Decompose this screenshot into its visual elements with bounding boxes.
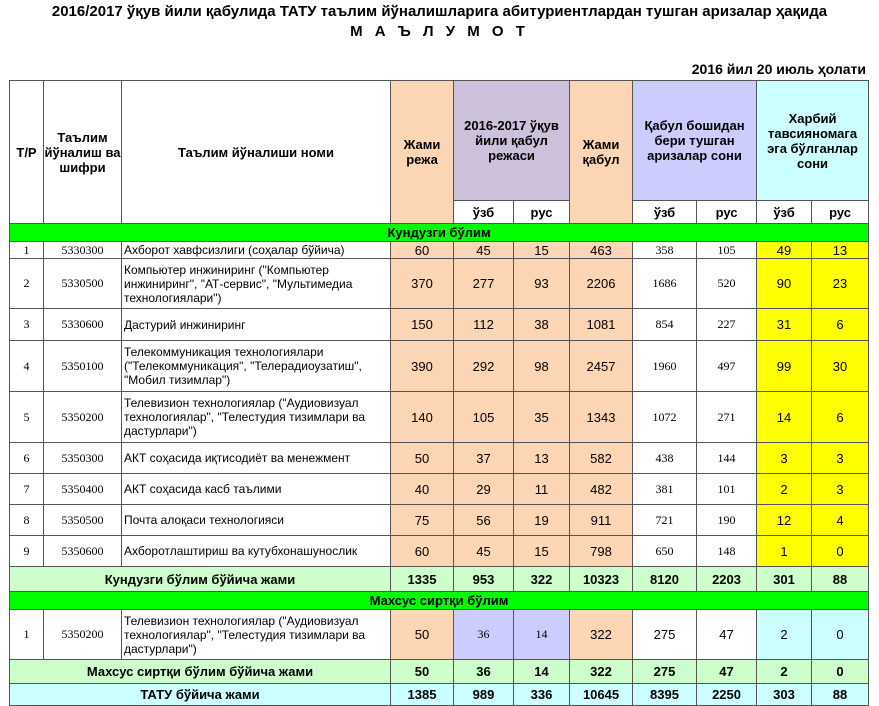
header-plan-2016: 2016-2017 ўқув йили қабул режаси: [454, 81, 570, 201]
plan-uzb: 45: [454, 242, 514, 259]
plan-total: 60: [391, 536, 454, 567]
military-uzb: 12: [757, 505, 812, 536]
daytime-total-row: [10, 567, 869, 592]
plan-total: 60: [391, 242, 454, 259]
program-name: АКТ соҳасида иқтисодиёт ва менежмент: [122, 443, 391, 474]
table-row: [10, 309, 869, 341]
program-name: Ахборот хавфсизлиги (соҳалар бўйича): [122, 242, 391, 259]
total-au: 8395: [633, 684, 697, 706]
header-mil-rus: рус: [812, 201, 869, 224]
header-tr: Т/Р: [10, 81, 44, 224]
plan-uzb: 37: [454, 443, 514, 474]
military-rus: 6: [812, 392, 869, 443]
applications-uzb: 275: [633, 610, 697, 660]
military-rus: 0: [812, 610, 869, 660]
admitted-total: 463: [570, 242, 633, 259]
header-applications: Қабул бошидан бери тушган аризалар сони: [633, 81, 757, 201]
plan-uzb: 292: [454, 341, 514, 392]
total-ar: 2250: [697, 684, 757, 706]
program-name: Телекоммуникация технологиялари ("Телекоммуникация", "Телерадиоузатиш", "Мобил тизимлар"): [122, 341, 391, 392]
applications-uzb: 381: [633, 474, 697, 505]
header-military: Харбий тавсияномага эга бўлганлар сони: [757, 81, 869, 201]
total-ar: 2203: [697, 567, 757, 592]
total-mu: 303: [757, 684, 812, 706]
section-daytime: Кундузги бўлим: [10, 224, 869, 242]
plan-rus: 13: [514, 443, 570, 474]
total-label: Махсус сиртқи бўлим бўйича жами: [10, 660, 391, 684]
military-rus: 3: [812, 474, 869, 505]
military-uzb: 49: [757, 242, 812, 259]
military-rus: 13: [812, 242, 869, 259]
plan-uzb: 36: [454, 610, 514, 660]
plan-total: 390: [391, 341, 454, 392]
military-uzb: 2: [757, 474, 812, 505]
program-code: 5330500: [44, 259, 122, 309]
row-number: 7: [10, 474, 44, 505]
plan-rus: 11: [514, 474, 570, 505]
header-plan-uzb: ўзб: [454, 201, 514, 224]
total-mu: 2: [757, 660, 812, 684]
grand-total-row: [10, 684, 869, 706]
military-uzb: 99: [757, 341, 812, 392]
total-plan: 1385: [391, 684, 454, 706]
header-app-rus: рус: [697, 201, 757, 224]
program-code: 5350500: [44, 505, 122, 536]
plan-uzb: 56: [454, 505, 514, 536]
total-mr: 88: [812, 567, 869, 592]
military-rus: 4: [812, 505, 869, 536]
plan-uzb: 277: [454, 259, 514, 309]
document-title: 2016/2017 ўқув йили қабулида ТАТУ таълим йўналишларига абитуриентлардан тушган аризалар ҳақида: [51, 3, 828, 20]
military-uzb: 1: [757, 536, 812, 567]
applications-rus: 148: [697, 536, 757, 567]
row-number: 2: [10, 259, 44, 309]
total-pu: 953: [454, 567, 514, 592]
applications-rus: 227: [697, 309, 757, 341]
applications-rus: 497: [697, 341, 757, 392]
plan-total: 75: [391, 505, 454, 536]
as-of-date: 2016 йил 20 июль ҳолати: [691, 61, 866, 77]
total-pu: 989: [454, 684, 514, 706]
applications-uzb: 358: [633, 242, 697, 259]
military-uzb: 3: [757, 443, 812, 474]
total-au: 8120: [633, 567, 697, 592]
program-code: 5330600: [44, 309, 122, 341]
plan-total: 370: [391, 259, 454, 309]
admitted-total: 2206: [570, 259, 633, 309]
military-rus: 30: [812, 341, 869, 392]
row-number: 1: [10, 242, 44, 259]
program-name: Компьютер инжиниринг ("Компьютер инжиниринг", "АТ-сервис", "Мультимедиа технологиялари"): [122, 259, 391, 309]
admissions-table: [9, 80, 869, 706]
military-rus: 0: [812, 536, 869, 567]
admitted-total: 482: [570, 474, 633, 505]
row-number: 9: [10, 536, 44, 567]
header-name: Таълим йўналиши номи: [122, 81, 391, 224]
row-number: 8: [10, 505, 44, 536]
plan-rus: 38: [514, 309, 570, 341]
extramural-total-row: [10, 660, 869, 684]
row-number: 4: [10, 341, 44, 392]
plan-uzb: 112: [454, 309, 514, 341]
applications-uzb: 1072: [633, 392, 697, 443]
header-app-uzb: ўзб: [633, 201, 697, 224]
program-name: Почта алоқаси технологияси: [122, 505, 391, 536]
admitted-total: 798: [570, 536, 633, 567]
total-adm: 10645: [570, 684, 633, 706]
program-code: 5330300: [44, 242, 122, 259]
table-row: [10, 536, 869, 567]
admitted-total: 1343: [570, 392, 633, 443]
applications-rus: 271: [697, 392, 757, 443]
document-subtitle: М А Ъ Л У М О Т: [350, 23, 529, 40]
military-rus: 6: [812, 309, 869, 341]
plan-total: 40: [391, 474, 454, 505]
program-code: 5350200: [44, 610, 122, 660]
military-uzb: 31: [757, 309, 812, 341]
program-name: Ахборотлаштириш ва кутубхонашунослик: [122, 536, 391, 567]
plan-uzb: 29: [454, 474, 514, 505]
applications-rus: 101: [697, 474, 757, 505]
plan-uzb: 45: [454, 536, 514, 567]
military-uzb: 14: [757, 392, 812, 443]
total-label: Кундузги бўлим бўйича жами: [10, 567, 391, 592]
table-row: [10, 392, 869, 443]
total-pr: 336: [514, 684, 570, 706]
applications-rus: 47: [697, 610, 757, 660]
military-rus: 3: [812, 443, 869, 474]
plan-rus: 93: [514, 259, 570, 309]
total-adm: 10323: [570, 567, 633, 592]
table-row: [10, 610, 869, 660]
applications-uzb: 1960: [633, 341, 697, 392]
table-row: [10, 242, 869, 259]
program-code: 5350100: [44, 341, 122, 392]
applications-rus: 520: [697, 259, 757, 309]
applications-rus: 190: [697, 505, 757, 536]
applications-uzb: 854: [633, 309, 697, 341]
military-rus: 23: [812, 259, 869, 309]
applications-uzb: 438: [633, 443, 697, 474]
header-admitted-total: Жами қабул: [570, 81, 633, 224]
program-name: АКТ соҳасида касб таълими: [122, 474, 391, 505]
applications-uzb: 1686: [633, 259, 697, 309]
row-number: 1: [10, 610, 44, 660]
admitted-total: 322: [570, 610, 633, 660]
plan-uzb: 105: [454, 392, 514, 443]
admitted-total: 1081: [570, 309, 633, 341]
table-row: [10, 341, 869, 392]
table-row: [10, 259, 869, 309]
total-mu: 301: [757, 567, 812, 592]
program-code: 5350600: [44, 536, 122, 567]
plan-rus: 15: [514, 242, 570, 259]
plan-rus: 35: [514, 392, 570, 443]
total-pr: 322: [514, 567, 570, 592]
header-plan-rus: рус: [514, 201, 570, 224]
table-row: [10, 474, 869, 505]
applications-rus: 105: [697, 242, 757, 259]
row-number: 5: [10, 392, 44, 443]
total-plan: 1335: [391, 567, 454, 592]
table-row: [10, 443, 869, 474]
header-mil-uzb: ўзб: [757, 201, 812, 224]
total-ar: 47: [697, 660, 757, 684]
plan-total: 50: [391, 610, 454, 660]
total-plan: 50: [391, 660, 454, 684]
program-code: 5350400: [44, 474, 122, 505]
total-mr: 0: [812, 660, 869, 684]
applications-rus: 144: [697, 443, 757, 474]
total-adm: 322: [570, 660, 633, 684]
plan-total: 50: [391, 443, 454, 474]
program-name: Дастурий инжиниринг: [122, 309, 391, 341]
row-number: 3: [10, 309, 44, 341]
total-au: 275: [633, 660, 697, 684]
plan-rus: 98: [514, 341, 570, 392]
program-name: Телевизион технологиялар ("Аудиовизуал технологиялар", "Телестудия тизимлари ва дастурлари"): [122, 392, 391, 443]
total-pu: 36: [454, 660, 514, 684]
applications-uzb: 721: [633, 505, 697, 536]
header-code: Таълим йўналиш ва шифри: [44, 81, 122, 224]
admitted-total: 911: [570, 505, 633, 536]
military-uzb: 2: [757, 610, 812, 660]
total-label: ТАТУ бўйича жами: [10, 684, 391, 706]
total-mr: 88: [812, 684, 869, 706]
row-number: 6: [10, 443, 44, 474]
program-code: 5350200: [44, 392, 122, 443]
plan-total: 150: [391, 309, 454, 341]
applications-uzb: 650: [633, 536, 697, 567]
military-uzb: 90: [757, 259, 812, 309]
program-name: Телевизион технологиялар ("Аудиовизуал технологиялар", "Телестудия тизимлари ва дастурлари"): [122, 610, 391, 660]
plan-rus: 19: [514, 505, 570, 536]
program-code: 5350300: [44, 443, 122, 474]
plan-total: 140: [391, 392, 454, 443]
plan-rus: 15: [514, 536, 570, 567]
plan-rus: 14: [514, 610, 570, 660]
table-row: [10, 505, 869, 536]
admitted-total: 2457: [570, 341, 633, 392]
total-pr: 14: [514, 660, 570, 684]
header-plan-total: Жами режа: [391, 81, 454, 224]
section-extramural: Махсус сиртқи бўлим: [10, 592, 869, 610]
admitted-total: 582: [570, 443, 633, 474]
